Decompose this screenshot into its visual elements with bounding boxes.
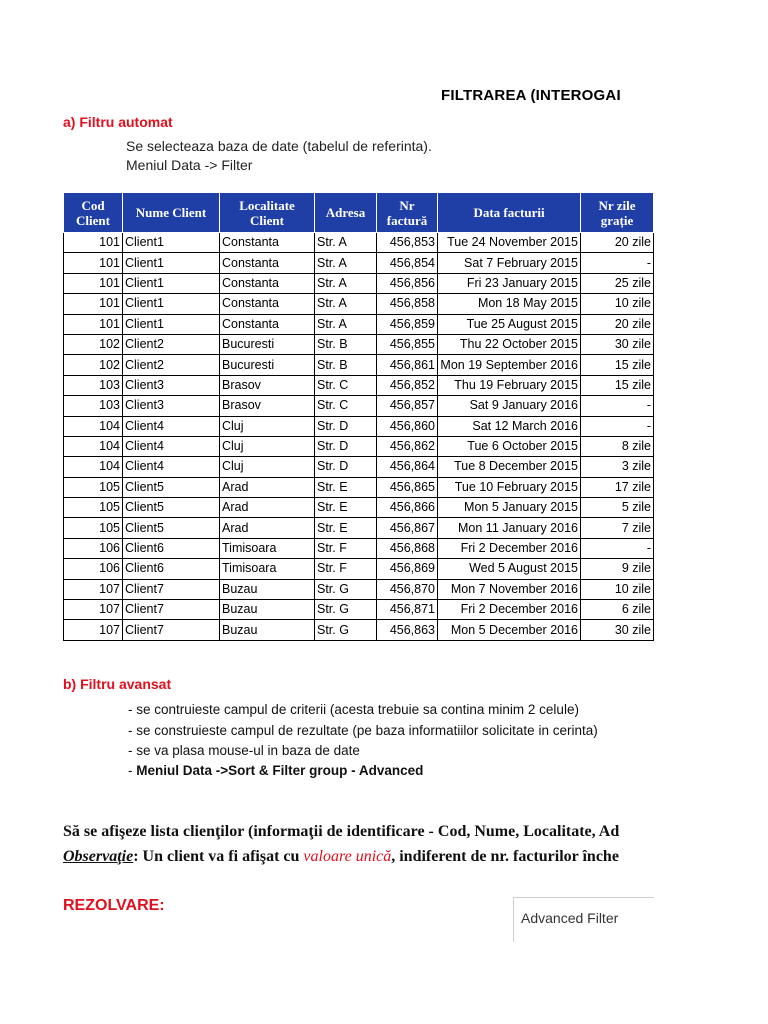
table-cell: 456,870 — [377, 579, 438, 599]
table-cell: 7 zile — [581, 518, 654, 538]
table-cell: 5 zile — [581, 498, 654, 518]
table-cell: Mon 18 May 2015 — [438, 294, 581, 314]
table-cell: 456,852 — [377, 375, 438, 395]
table-cell: Str. C — [315, 375, 377, 395]
bullet-3: - se va plasa mouse-ul in baza de date — [128, 743, 360, 758]
table-cell: Client1 — [123, 314, 220, 334]
table-cell: Bucuresti — [220, 334, 315, 354]
table-row — [64, 314, 654, 334]
table-row — [64, 253, 654, 273]
table-cell: 101 — [64, 233, 123, 253]
table-cell: Client3 — [123, 375, 220, 395]
table-cell: Client4 — [123, 416, 220, 436]
table-cell: 456,865 — [377, 477, 438, 497]
table-cell: - — [581, 538, 654, 558]
bullet-4-bold: Meniul Data ->Sort & Filter group - Advanced — [136, 763, 424, 778]
table-cell: 101 — [64, 253, 123, 273]
table-cell: Client5 — [123, 518, 220, 538]
table-cell: Buzau — [220, 620, 315, 640]
table-cell: Str. A — [315, 253, 377, 273]
table-row — [64, 457, 654, 477]
observation-text-1: : Un client va fi afişat cu — [133, 848, 304, 865]
table-cell: 456,859 — [377, 314, 438, 334]
table-cell: 25 zile — [581, 273, 654, 293]
bullet-1: - se contruieste campul de criterii (acesta trebuie sa contina minim 2 celule) — [128, 702, 579, 717]
table-cell: Client5 — [123, 498, 220, 518]
table-cell: - — [581, 416, 654, 436]
table-cell: Thu 22 October 2015 — [438, 334, 581, 354]
advanced-filter-screenshot — [513, 897, 654, 942]
table-cell: Client1 — [123, 294, 220, 314]
table-cell: Client7 — [123, 579, 220, 599]
column-header: Nume Client — [123, 193, 220, 233]
table-row — [64, 375, 654, 395]
column-header: Data facturii — [438, 193, 581, 233]
table-cell: Client1 — [123, 233, 220, 253]
column-header: Localitate Client — [220, 193, 315, 233]
table-cell: Mon 19 September 2016 — [438, 355, 581, 375]
table-cell: 30 zile — [581, 620, 654, 640]
table-cell: Thu 19 February 2015 — [438, 375, 581, 395]
table-cell: 103 — [64, 396, 123, 416]
table-cell: 101 — [64, 294, 123, 314]
table-row — [64, 334, 654, 354]
table-cell: Buzau — [220, 579, 315, 599]
table-cell: Str. A — [315, 233, 377, 253]
table-cell: 3 zile — [581, 457, 654, 477]
table-cell: Str. F — [315, 559, 377, 579]
table-cell: Cluj — [220, 436, 315, 456]
table-cell: 456,855 — [377, 334, 438, 354]
table-row — [64, 273, 654, 293]
table-cell: Constanta — [220, 294, 315, 314]
table-cell: 104 — [64, 416, 123, 436]
table-cell: Arad — [220, 477, 315, 497]
table-row — [64, 233, 654, 253]
table-row — [64, 477, 654, 497]
table-cell: Constanta — [220, 273, 315, 293]
table-cell: 102 — [64, 334, 123, 354]
table-cell: 456,857 — [377, 396, 438, 416]
table-cell: Client4 — [123, 457, 220, 477]
table-cell: Str. A — [315, 294, 377, 314]
table-cell: 456,867 — [377, 518, 438, 538]
table-cell: Str. A — [315, 314, 377, 334]
section-a-line2: Meniul Data -> Filter — [126, 157, 253, 173]
table-cell: Sat 7 February 2015 — [438, 253, 581, 273]
table-cell: Str. E — [315, 518, 377, 538]
table-cell: Arad — [220, 498, 315, 518]
rezolvare-heading: REZOLVARE: — [63, 897, 165, 914]
table-cell: Brasov — [220, 375, 315, 395]
table-cell: 106 — [64, 538, 123, 558]
table-cell: Tue 6 October 2015 — [438, 436, 581, 456]
table-cell: 456,869 — [377, 559, 438, 579]
table-cell: 9 zile — [581, 559, 654, 579]
column-header: Adresa — [315, 193, 377, 233]
table-cell: Constanta — [220, 233, 315, 253]
bullet-4-prefix: - — [128, 763, 137, 778]
table-cell: 456,863 — [377, 620, 438, 640]
table-cell: Str. G — [315, 620, 377, 640]
table-cell: Client2 — [123, 334, 220, 354]
table-cell: Timisoara — [220, 538, 315, 558]
table-cell: Fri 2 December 2016 — [438, 538, 581, 558]
table-cell: Cluj — [220, 457, 315, 477]
table-cell: Str. D — [315, 416, 377, 436]
table-cell: Str. A — [315, 273, 377, 293]
table-cell: 456,871 — [377, 600, 438, 620]
section-b-heading: b) Filtru avansat — [63, 676, 172, 692]
table-cell: 101 — [64, 273, 123, 293]
table-cell: Tue 10 February 2015 — [438, 477, 581, 497]
table-cell: 20 zile — [581, 233, 654, 253]
table-row — [64, 396, 654, 416]
table-cell: 102 — [64, 355, 123, 375]
bullet-4 — [128, 763, 423, 778]
table-cell: 8 zile — [581, 436, 654, 456]
table-cell: Mon 11 January 2016 — [438, 518, 581, 538]
table-cell: Arad — [220, 518, 315, 538]
table-row — [64, 579, 654, 599]
advanced-filter-label: Advanced Filter — [521, 910, 619, 926]
table-cell: Mon 7 November 2016 — [438, 579, 581, 599]
table-cell: 6 zile — [581, 600, 654, 620]
table-cell: - — [581, 253, 654, 273]
table-cell: 15 zile — [581, 375, 654, 395]
table-cell: Str. F — [315, 538, 377, 558]
section-a-heading: a) Filtru automat — [63, 114, 173, 130]
table-cell: 10 zile — [581, 579, 654, 599]
table-cell: Str. B — [315, 355, 377, 375]
table-cell: Client7 — [123, 620, 220, 640]
table-cell: Str. D — [315, 457, 377, 477]
observation-text-2: , indiferent de nr. facturilor închе — [391, 848, 619, 865]
table-cell: 456,862 — [377, 436, 438, 456]
observation-line — [63, 848, 619, 866]
table-cell: Constanta — [220, 314, 315, 334]
table-cell: Client1 — [123, 273, 220, 293]
table-cell: 30 zile — [581, 334, 654, 354]
table-row — [64, 518, 654, 538]
table-body — [64, 233, 654, 641]
table-cell: 20 zile — [581, 314, 654, 334]
table-cell: 456,864 — [377, 457, 438, 477]
table-cell: Sat 9 January 2016 — [438, 396, 581, 416]
column-header: Cod Client — [64, 193, 123, 233]
table-cell: Cluj — [220, 416, 315, 436]
column-header: Nr zile grație — [581, 193, 654, 233]
table-cell: 107 — [64, 620, 123, 640]
table-cell: Tue 24 November 2015 — [438, 233, 581, 253]
table-cell: Fri 2 December 2016 — [438, 600, 581, 620]
table-cell: Str. B — [315, 334, 377, 354]
table-cell: Client4 — [123, 436, 220, 456]
table-cell: 456,856 — [377, 273, 438, 293]
table-row — [64, 620, 654, 640]
table-cell: Tue 8 December 2015 — [438, 457, 581, 477]
table-cell: 101 — [64, 314, 123, 334]
table-cell: Constanta — [220, 253, 315, 273]
table-row — [64, 538, 654, 558]
table-cell: Wed 5 August 2015 — [438, 559, 581, 579]
table-cell: Bucuresti — [220, 355, 315, 375]
observation-label: Observaţie — [63, 848, 134, 865]
table-cell: 456,868 — [377, 538, 438, 558]
table-cell: 107 — [64, 579, 123, 599]
column-header: Nr factură — [377, 193, 438, 233]
table-cell: - — [581, 396, 654, 416]
table-cell: 456,853 — [377, 233, 438, 253]
table-header-row — [64, 193, 654, 233]
table-cell: Buzau — [220, 600, 315, 620]
table-cell: 456,866 — [377, 498, 438, 518]
table-row — [64, 294, 654, 314]
table-row — [64, 355, 654, 375]
table-cell: 456,858 — [377, 294, 438, 314]
table-cell: Fri 23 January 2015 — [438, 273, 581, 293]
table-cell: Mon 5 January 2015 — [438, 498, 581, 518]
table-cell: Client5 — [123, 477, 220, 497]
table-cell: Str. G — [315, 600, 377, 620]
table-cell: Str. C — [315, 396, 377, 416]
table-cell: 17 zile — [581, 477, 654, 497]
observation-highlight: valoare unică — [303, 848, 392, 865]
table-cell: Mon 5 December 2016 — [438, 620, 581, 640]
table-row — [64, 436, 654, 456]
table-cell: 10 zile — [581, 294, 654, 314]
table-cell: 105 — [64, 498, 123, 518]
table-cell: Timisoara — [220, 559, 315, 579]
table-cell: Str. G — [315, 579, 377, 599]
table-cell: Str. E — [315, 498, 377, 518]
table-cell: 103 — [64, 375, 123, 395]
table-cell: Client3 — [123, 396, 220, 416]
table-row — [64, 600, 654, 620]
table-row — [64, 559, 654, 579]
table-row — [64, 416, 654, 436]
section-a-line1: Se selecteaza baza de date (tabelul de referinta). — [126, 138, 432, 154]
table-cell: 105 — [64, 518, 123, 538]
invoice-table — [63, 192, 654, 641]
page-title: FILTRAREA (INTEROGAI — [441, 87, 621, 104]
table-cell: Sat 12 March 2016 — [438, 416, 581, 436]
table-cell: 107 — [64, 600, 123, 620]
table-cell: 456,860 — [377, 416, 438, 436]
table-cell: 456,861 — [377, 355, 438, 375]
table-cell: Client1 — [123, 253, 220, 273]
table-cell: 456,854 — [377, 253, 438, 273]
table-cell: 105 — [64, 477, 123, 497]
table-cell: 104 — [64, 436, 123, 456]
table-cell: Client7 — [123, 600, 220, 620]
table-cell: Str. D — [315, 436, 377, 456]
table-cell: Client6 — [123, 559, 220, 579]
table-cell: Brasov — [220, 396, 315, 416]
task-line: Să se afişeze lista clienţilor (informaţii de identificare - Cod, Nume, Localitate, Ad — [63, 823, 620, 840]
table-cell: Client6 — [123, 538, 220, 558]
table-cell: Str. E — [315, 477, 377, 497]
table-cell: Tue 25 August 2015 — [438, 314, 581, 334]
table-cell: Client2 — [123, 355, 220, 375]
bullet-2: - se construieste campul de rezultate (pe baza informatiilor solicitate in cerinta) — [128, 723, 598, 738]
table-cell: 15 zile — [581, 355, 654, 375]
table-cell: 106 — [64, 559, 123, 579]
table-cell: 104 — [64, 457, 123, 477]
table-row — [64, 498, 654, 518]
